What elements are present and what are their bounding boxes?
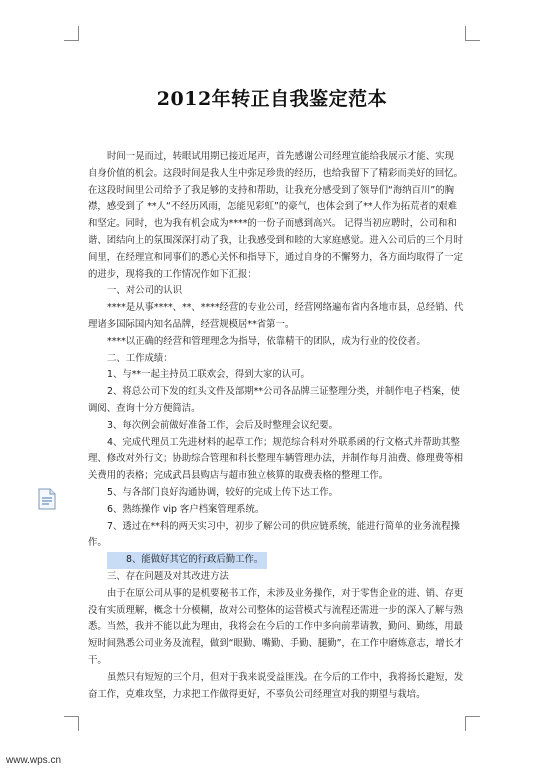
paragraph-line: 襟，感受到了 **人“不经历风雨，怎能见彩虹”的豪气，也体会到了**人作为拓荒者的艰难 [88, 201, 457, 213]
paragraph-line: 的进步，现将我的工作情况作如下汇报： [88, 268, 257, 280]
crop-mark-bottom-left [64, 716, 79, 731]
document-icon[interactable] [38, 488, 56, 510]
list-item-continuation: 理、修改对外行文；协助综合管理和科长整理车辆管理办法，并制作每月油费、修理费等相 [88, 453, 464, 465]
paragraph-line: 虽然只有短短的三个月，但对于我来说受益匪浅。在今后的工作中，我将扬长避短，发 [107, 671, 464, 683]
section-heading: 一、对公司的认识 [107, 285, 183, 297]
list-item: 3、每次例会前做好准备工作，会后及时整理会议纪要。 [107, 419, 338, 431]
list-item-continuation: 调阅、查询十分方便简洁。 [88, 402, 201, 414]
paragraph-line: 短时间熟悉公司业务及流程，做到“眼勤、嘴勤、手勤、腿勤”，在工作中磨炼意志，增长才 [88, 638, 464, 650]
paragraph-line: 时间一晃而过，转眼试用期已接近尾声，首先感谢公司经理宣能给我展示才能、实现 [107, 151, 454, 162]
paragraph-line: 自身价值的机会。这段时间是我人生中弥足珍贵的经历，也给我留下了精彩而美好的回忆。 [88, 167, 464, 179]
crop-mark-top-right [465, 26, 480, 41]
paragraph-line: 和坚定。同时，也为我有机会成为****的一份子而感到高兴。 记得当初应聘时，公司和和 [88, 218, 457, 230]
list-item: 2、将总公司下发的红头文件及部期**公司各品牌三证整理分类，并制作电子档案，使 [107, 386, 460, 398]
list-item-continuation: 关费用的表格；完成武昌县购店与超市独立核算的取费表格的整理工作。 [88, 470, 389, 482]
list-item-continuation: 作。 [88, 537, 107, 549]
section-heading: 三、存在问题及对其改进方法 [107, 570, 229, 582]
document-title: 2012年转正自我鉴定范本 [156, 88, 388, 110]
paragraph-line: 干。 [88, 654, 107, 666]
list-item: 4、完成代理员工先进材料的起草工作；规范综合科对外联系函的行文格式并帮助其整 [107, 436, 460, 448]
list-item-selected[interactable] [88, 552, 468, 569]
paragraph-line: ****是从事****、**、****经营的专业公司，经营网络遍布省内各地市县，总经销、代 [107, 302, 464, 314]
paragraph-line: 悉。当然，我并不能以此为理由，我将会在今后的工作中多向前辈请教，勤问、勤练，用最 [88, 621, 464, 633]
paragraph-line: 由于在原公司从事的是机要秘书工作，未涉及业务操作，对于零售企业的进、销、存更 [107, 587, 464, 599]
list-item: 6、熟练操作 vip 客户档案管理系统。 [107, 503, 265, 515]
paragraph-line: 在这段时间里公司给予了我足够的支持和帮助，让我充分感受到了领导们“海纳百川”的胸 [88, 184, 454, 196]
crop-mark-top-left [64, 26, 79, 41]
paragraph-line: 谐、团结向上的氛围深深打动了我，让我感受到和睦的大家庭感觉。进入公司后的三个月时 [88, 234, 464, 246]
watermark: www.wps.cn [6, 755, 62, 766]
paragraph-line: 奋工作，克难攻坚，力求把工作做得更好，不辜负公司经理宣对我的期望与栽培。 [88, 688, 426, 700]
paragraph-line: 没有实质理解，概念十分模糊，故对公司整体的运营模式与流程还需进一步的深入了解与熟 [88, 604, 464, 616]
paragraph-line: 间里，在经理宣和同事们的悉心关怀和指导下，通过自身的不懈努力，各方面均取得了一定 [88, 251, 464, 263]
text-selection-highlight[interactable]: 8、能做好其它的行政后勤工作。 [107, 552, 267, 569]
crop-mark-bottom-right [465, 716, 480, 731]
document-body[interactable] [88, 149, 468, 703]
list-item: 5、与各部门良好沟通协调，较好的完成上传下达工作。 [107, 486, 338, 498]
section-heading: 二、工作成绩： [107, 352, 173, 364]
paragraph-line: 理诸多国际国内知名品牌，经营规模居**省第一。 [88, 318, 295, 330]
list-item: 1、与**一起主持员工联欢会，得到大家的认可。 [107, 369, 310, 381]
paragraph-line: ****以正确的经营和管理理念为指导，依靠精干的团队，成为行业的佼佼者。 [107, 335, 426, 347]
list-item: 7、透过在**科的两天实习中，初步了解公司的供应链系统，能进行简单的业务流程操 [107, 520, 460, 532]
